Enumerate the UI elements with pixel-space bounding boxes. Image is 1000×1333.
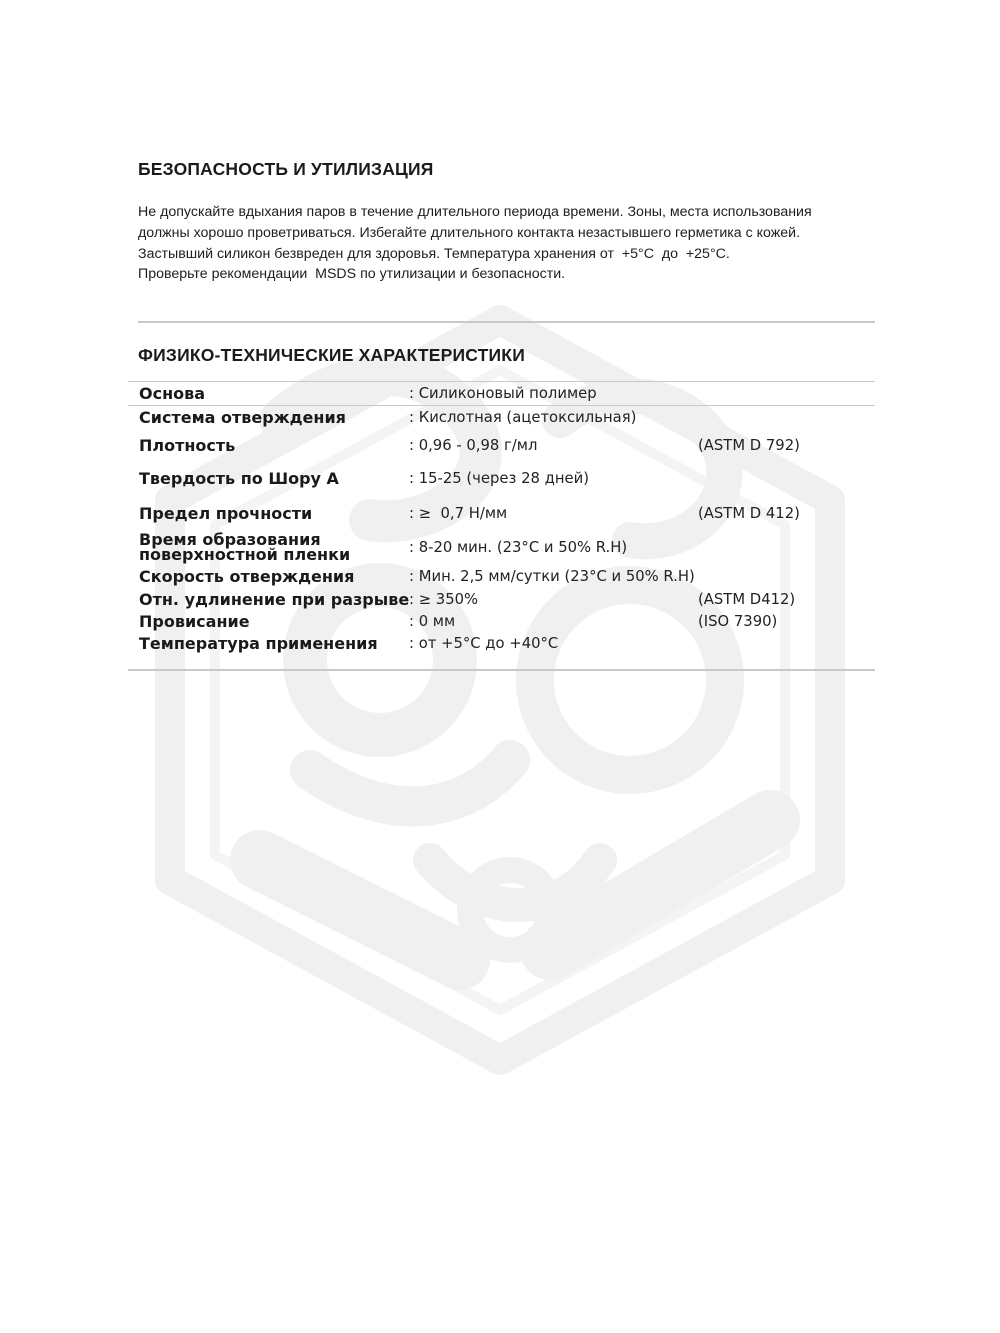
spec-label: Плотность bbox=[139, 436, 236, 455]
spec-label: Система отверждения bbox=[139, 408, 346, 427]
spec-label: Предел прочности bbox=[139, 504, 313, 523]
spec-value: : 15-25 (через 28 дней) bbox=[409, 470, 590, 487]
spec-label: Отн. удлинение при разрыве bbox=[139, 590, 410, 609]
safety-line: Не допускайте вдыхания паров в течение длительного периода времени. Зоны, места использования bbox=[138, 204, 812, 220]
spec-label: Скорость отверждения bbox=[139, 567, 355, 586]
safety-section-title: БЕЗОПАСНОСТЬ И УТИЛИЗАЦИЯ bbox=[138, 159, 434, 179]
spec-value: : ≥ 0,7 Н/мм bbox=[409, 505, 508, 522]
spec-value: : Кислотная (ацетоксильная) bbox=[409, 409, 637, 426]
section-divider bbox=[138, 321, 875, 323]
safety-paragraph bbox=[138, 202, 878, 285]
spec-value: : 0,96 - 0,98 г/мл bbox=[409, 437, 538, 454]
spec-label: Время образования поверхностной пленки bbox=[139, 530, 351, 564]
spec-label: Температура применения bbox=[139, 634, 378, 653]
spec-standard: (ASTM D412) bbox=[698, 591, 796, 608]
spec-value: : от +5°C до +40°C bbox=[409, 635, 559, 652]
safety-line: Проверьте рекомендации MSDS по утилизации и безопасности. bbox=[138, 266, 566, 283]
table-bottom-border bbox=[128, 669, 875, 671]
safety-line: должны хорошо проветриваться. Избегайте длительного контакта незастывшего герметика с кожей. bbox=[138, 224, 801, 241]
spec-standard: (ASTM D 792) bbox=[698, 437, 800, 454]
spec-label: Основа bbox=[139, 384, 206, 403]
spec-standard: (ASTM D 412) bbox=[698, 505, 800, 522]
spec-label: Провисание bbox=[139, 612, 250, 631]
spec-value: : Мин. 2,5 мм/сутки (23°C и 50% R.H) bbox=[409, 568, 695, 585]
specs-section-title: ФИЗИКО-ТЕХНИЧЕСКИЕ ХАРАКТЕРИСТИКИ bbox=[138, 345, 525, 365]
spec-value: : 0 мм bbox=[409, 613, 456, 630]
spec-value: : ≥ 350% bbox=[409, 591, 479, 608]
safety-line: Застывший силикон безвреден для здоровья. Температура хранения от +5°C до +25°C. bbox=[138, 245, 730, 262]
spec-label: Твердость по Шору А bbox=[139, 469, 339, 488]
table-top-border bbox=[128, 381, 875, 382]
spec-value: : 8-20 мин. (23°C и 50% R.H) bbox=[409, 539, 628, 556]
spec-value: : Силиконовый полимер bbox=[409, 385, 597, 402]
table-row-border bbox=[128, 405, 875, 406]
spec-standard: (ISO 7390) bbox=[698, 613, 778, 630]
